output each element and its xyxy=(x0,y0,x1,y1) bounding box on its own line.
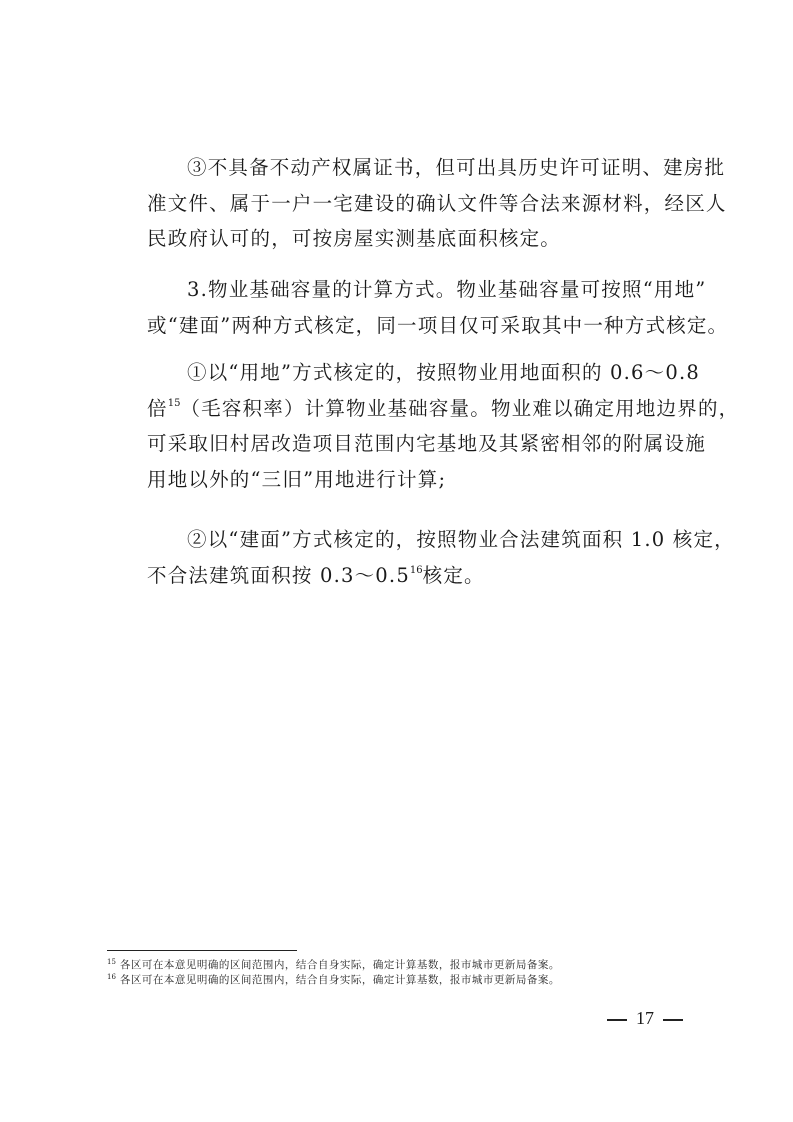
paragraph-1 xyxy=(107,150,727,257)
footnote-16 xyxy=(107,973,707,987)
paragraph-text: 核定。 xyxy=(422,563,485,587)
paragraph-line: ②以“建面”方式核定的，按照物业合法建筑面积 1.0 核定， xyxy=(187,528,735,551)
paragraph-line xyxy=(107,558,693,594)
paragraph-line: 或“建面”两种方式核定，同一项目仅可采取其中一种方式核定。 xyxy=(147,313,729,337)
footnote-text: 各区可在本意见明确的区间范围内，结合自身实际，确定计算基数，报市城市更新局备案。 xyxy=(119,959,560,971)
paragraph-line: ①以“用地”方式核定的，按照物业用地面积的 0.6～0.8 xyxy=(187,361,700,384)
paragraph-line xyxy=(107,391,740,427)
paragraph-line: 用地以外的“三旧”用地进行计算; xyxy=(147,467,447,491)
paragraph-2 xyxy=(107,272,729,343)
page-number-dash-left xyxy=(607,1019,627,1021)
footnote-mark: 15 xyxy=(107,958,116,966)
page-number-dash-right xyxy=(663,1019,683,1021)
footnote-15 xyxy=(107,958,707,972)
paragraph-line: ③不具备不动产权属证书，但可出具历史许可证明、建房批 xyxy=(187,156,726,179)
paragraph-text: 倍 xyxy=(147,396,168,420)
paragraph-3 xyxy=(107,355,740,497)
page-number-value: 17 xyxy=(636,1008,654,1028)
footnote-mark: 16 xyxy=(107,973,116,981)
footnote-text: 各区可在本意见明确的区间范围内，结合自身实际，确定计算基数，报市城市更新局备案。 xyxy=(119,974,560,986)
page-number xyxy=(600,1006,690,1030)
paragraph-text: （毛容积率）计算物业基础容量。物业难以确定用地边界的， xyxy=(180,396,740,420)
paragraph-line: 可采取旧村居改造项目范围内宅基地及其紧密相邻的附属设施 xyxy=(147,432,706,455)
footnote-ref-16[interactable]: 16 xyxy=(409,564,423,576)
paragraph-line: 民政府认可的，可按房屋实测基底面积核定。 xyxy=(147,227,562,250)
paragraph-4 xyxy=(107,522,735,593)
paragraph-text: 不合法建筑面积按 0.3～0.5 xyxy=(147,563,410,587)
footnote-separator xyxy=(107,950,297,951)
paragraph-line: 准文件、属于一户一宅建设的确认文件等合法来源材料，经区人 xyxy=(147,191,727,215)
paragraph-line: 3.物业基础容量的计算方式。物业基础容量可按照“用地” xyxy=(187,278,707,301)
footnote-ref-15[interactable]: 15 xyxy=(167,397,181,409)
